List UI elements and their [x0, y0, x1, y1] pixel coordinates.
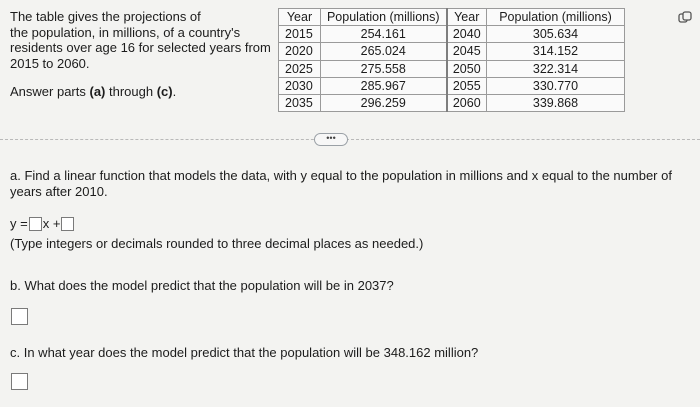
header-population-2: Population (millions)	[487, 9, 625, 26]
part-b-answer-input[interactable]	[11, 308, 28, 325]
population-cell: 322.314	[487, 60, 625, 77]
table-row	[279, 94, 625, 111]
year-cell: 2030	[279, 77, 321, 94]
part-c-question: c. In what year does the model predict that the population will be 348.162 million?	[10, 345, 479, 360]
population-cell: 275.558	[321, 60, 447, 77]
more-button[interactable]: •••	[314, 133, 348, 146]
year-cell: 2050	[447, 60, 487, 77]
year-cell: 2025	[279, 60, 321, 77]
equation-y-label: y =	[10, 216, 28, 231]
year-cell: 2055	[447, 77, 487, 94]
year-cell: 2020	[279, 43, 321, 60]
intro-line-4: 2015 to 2060.	[10, 55, 90, 71]
population-cell: 265.024	[321, 43, 447, 60]
copy-icon[interactable]	[678, 11, 692, 25]
answer-prefix: Answer parts	[10, 84, 90, 99]
table-row	[279, 77, 625, 94]
population-table	[278, 8, 625, 112]
part-c-answer-input[interactable]	[11, 373, 28, 390]
answer-suffix: .	[172, 84, 177, 99]
intro-line-3: residents over age 16 for selected years from	[10, 40, 271, 55]
population-cell: 285.967	[321, 77, 447, 94]
table-row	[279, 43, 625, 60]
header-population-1: Population (millions)	[321, 9, 447, 26]
problem-intro	[10, 9, 280, 71]
equation-row	[10, 216, 75, 231]
population-cell: 254.161	[321, 26, 447, 43]
table-row	[279, 60, 625, 77]
table-row	[279, 26, 625, 43]
section-divider	[0, 139, 700, 140]
year-cell: 2060	[447, 94, 487, 111]
intro-line-1: The table gives the projections of	[10, 9, 201, 24]
year-cell: 2045	[447, 43, 487, 60]
population-cell: 330.770	[487, 77, 625, 94]
year-cell: 2035	[279, 94, 321, 111]
answer-part-c: (c)	[156, 84, 173, 99]
header-year-2: Year	[447, 9, 487, 26]
header-year-1: Year	[279, 9, 321, 26]
population-cell: 296.259	[321, 94, 447, 111]
rounding-instruction: (Type integers or decimals rounded to three decimal places as needed.)	[10, 236, 424, 251]
population-cell: 339.868	[487, 94, 625, 111]
intro-line-2: the population, in millions, of a country's	[10, 24, 241, 40]
equation-x-label: x +	[42, 216, 61, 231]
table-header-row	[279, 9, 625, 26]
part-a-question: a. Find a linear function that models the data, with y equal to the population in millions and x equal to the number of years after 2010.	[10, 168, 672, 199]
intercept-input[interactable]	[61, 217, 74, 231]
answer-mid: through	[105, 84, 157, 99]
part-b-question: b. What does the model predict that the population will be in 2037?	[10, 278, 394, 293]
population-cell: 314.152	[487, 43, 625, 60]
population-cell: 305.634	[487, 26, 625, 43]
answer-part-a: (a)	[89, 84, 106, 99]
year-cell: 2040	[447, 26, 487, 43]
year-cell: 2015	[279, 26, 321, 43]
slope-input[interactable]	[29, 217, 42, 231]
answer-parts-text	[10, 84, 176, 99]
